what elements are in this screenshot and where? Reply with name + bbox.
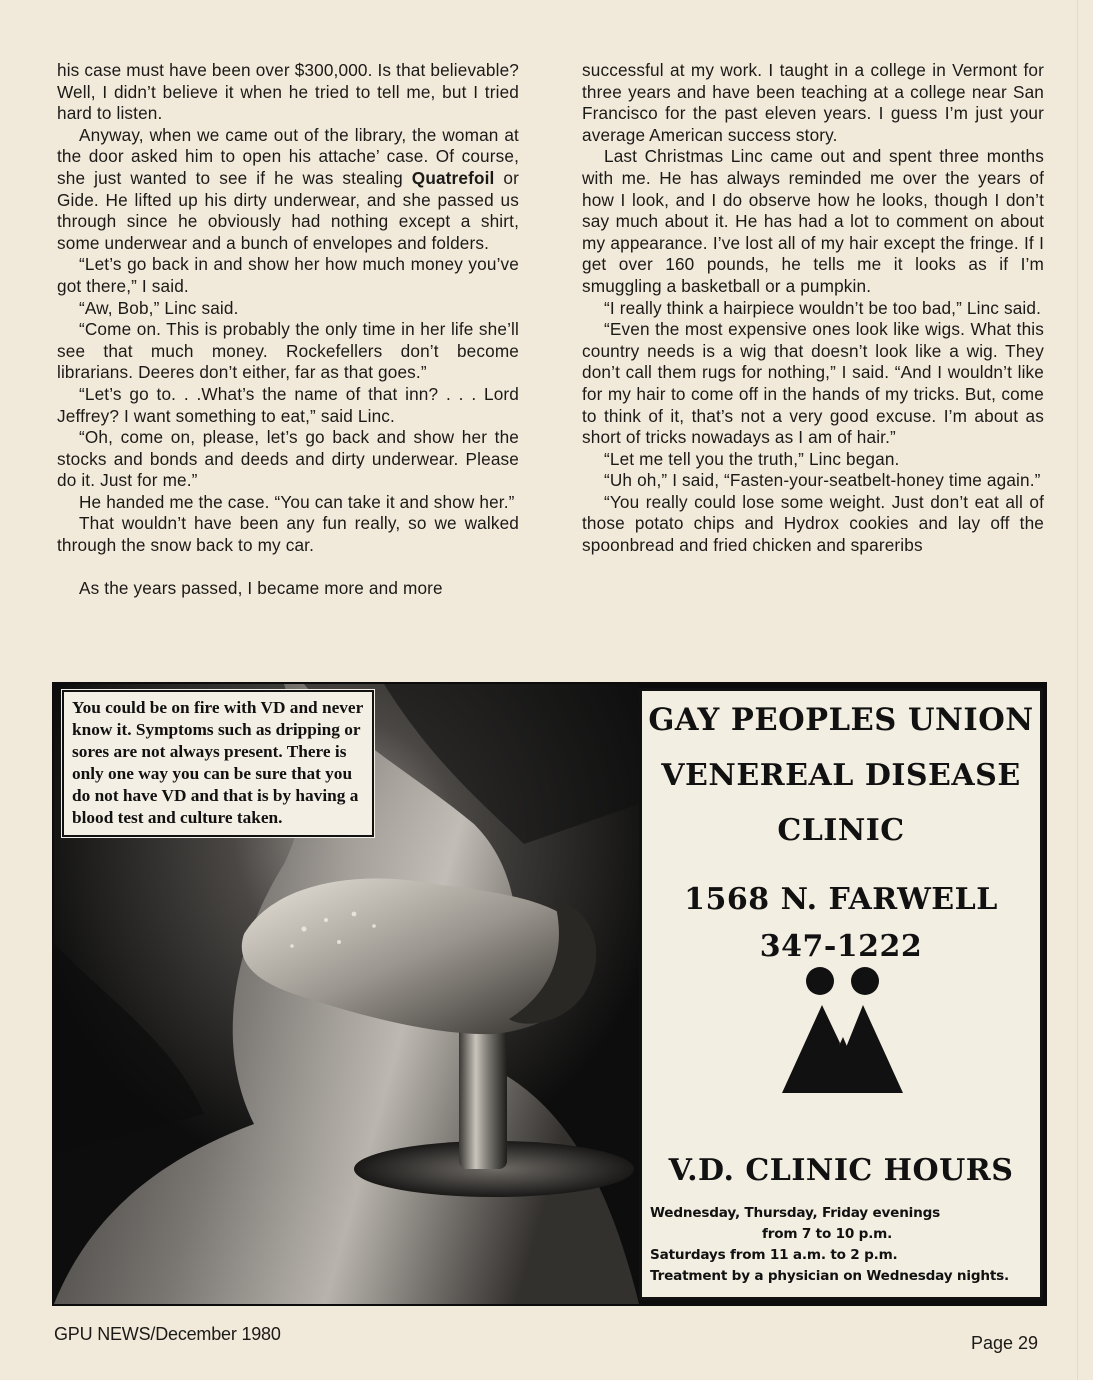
clinic-hours-heading: V.D. CLINIC HOURS bbox=[668, 1153, 1014, 1188]
paragraph: “Come on. This is probably the only time in her life she’ll see that much money. Rockefellers don’t become librarians. Deeres don’t either, far as that goes.” bbox=[57, 319, 519, 383]
paragraph: As the years passed, I became more and more bbox=[79, 577, 443, 598]
paragraph: “Even the most expensive ones look like wigs. What this country needs is a wig that doesn’t look like a wig. They don’t call them rugs for nothing,” I said. “And I wouldn’t like for my hair to come off in the hands of my tricks. But, come to think of it, that’s not a very good excuse. I’m about as short of tricks nowadays as I am of hair.” bbox=[582, 319, 1044, 448]
paragraph: Anyway, when we came out of the library, the woman at the door asked him to open his attache’ case. Of course, she just wanted to see if he was stealing Quatrefoil or Gide. He lifted up his dirty underwear, and she passed us through since he obviously had nothing except a shirt, some underwear and a bunch of envelopes and folders. bbox=[57, 124, 519, 253]
paragraph: “Aw, Bob,” Linc said. bbox=[79, 297, 239, 318]
hours-line: Saturdays from 11 a.m. to 2 p.m. bbox=[650, 1247, 898, 1263]
clinic-title-line-3: CLINIC bbox=[777, 813, 905, 848]
book-title-quatrefoil: Quatrefoil bbox=[411, 167, 495, 188]
publication-footer: GPU NEWS/December 1980 bbox=[54, 1324, 281, 1344]
paragraph: “Let’s go to. . .What’s the name of that inn? . . . Lord Jeffrey? I want something to eat,” said Linc. bbox=[57, 383, 519, 426]
paragraph: That wouldn’t have been any fun really, so we walked through the snow back to my car. bbox=[57, 513, 519, 556]
vd-warning-caption: You could be on fire with VD and never know it. Symptoms such as dripping or sores are not always present. There is only one way you can be sure that you do not have VD and that is by having a blood test and culture taken. bbox=[62, 690, 374, 837]
clinic-info-panel bbox=[639, 688, 1043, 1300]
page-number: Page 29 bbox=[971, 1333, 1039, 1353]
paragraph: “Let’s go back in and show her how much money you’ve got there,” I said. bbox=[57, 254, 519, 296]
hours-line: Wednesday, Thursday, Friday evenings bbox=[650, 1205, 941, 1221]
paragraph: “Let me tell you the truth,” Linc began. bbox=[604, 448, 900, 469]
clinic-phone: 347-1222 bbox=[759, 929, 923, 964]
gpu-logo-icon bbox=[777, 965, 907, 1095]
paragraph: “You really could lose some weight. Just don’t eat all of those potato chips and Hydrox cookies and lay off the spoonbread and fried chicken and spareribs bbox=[582, 491, 1044, 556]
clinic-address: 1568 N. FARWELL bbox=[684, 882, 998, 917]
vd-clinic-advertisement bbox=[52, 682, 1047, 1306]
hours-line: Treatment by a physician on Wednesday nights. bbox=[650, 1268, 1009, 1284]
paragraph: successful at my work. I taught in a college in Vermont for three years and have been teaching at a college near San Francisco for the past eleven years. I guess I’m just your average American success story. bbox=[582, 60, 1044, 145]
right-text-column bbox=[582, 60, 1044, 557]
paragraph: “I really think a hairpiece wouldn’t be too bad,” Linc said. bbox=[604, 297, 1042, 318]
paragraph: He handed me the case. “You can take it and show her.” bbox=[79, 491, 515, 512]
clinic-title-line-2: VENEREAL DISEASE bbox=[661, 758, 1021, 793]
clinic-hours-list bbox=[650, 1203, 1040, 1287]
organization-name: GAY PEOPLES UNION bbox=[648, 702, 1034, 738]
paragraph: Last Christmas Linc came out and spent three months with me. He has always reminded me over the years of how I look, and I do observe how he looks, though I don’t say much about it. He has had a lot to comment on about my appearance. I’ve lost all of my hair except the fringe. If I get over 160 pounds, he tells me it looks as if I’m smuggling a basketball or a pumpkin. bbox=[582, 146, 1044, 296]
paragraph: “Uh oh,” I said, “Fasten-your-seatbelt-honey time again.” bbox=[604, 470, 1041, 491]
paragraph: his case must have been over $300,000. Is that believable? Well, I didn’t believe it when he tried to tell me, but I tried hard to listen. bbox=[57, 60, 519, 124]
page-fold-line bbox=[1077, 0, 1078, 1380]
paragraph: “Oh, come on, please, let’s go back and show her the stocks and bonds and deeds and dirty underwear. Please do it. Just for me.” bbox=[57, 427, 519, 491]
hours-line: from 7 to 10 p.m. bbox=[762, 1226, 893, 1242]
left-text-column bbox=[57, 60, 519, 599]
